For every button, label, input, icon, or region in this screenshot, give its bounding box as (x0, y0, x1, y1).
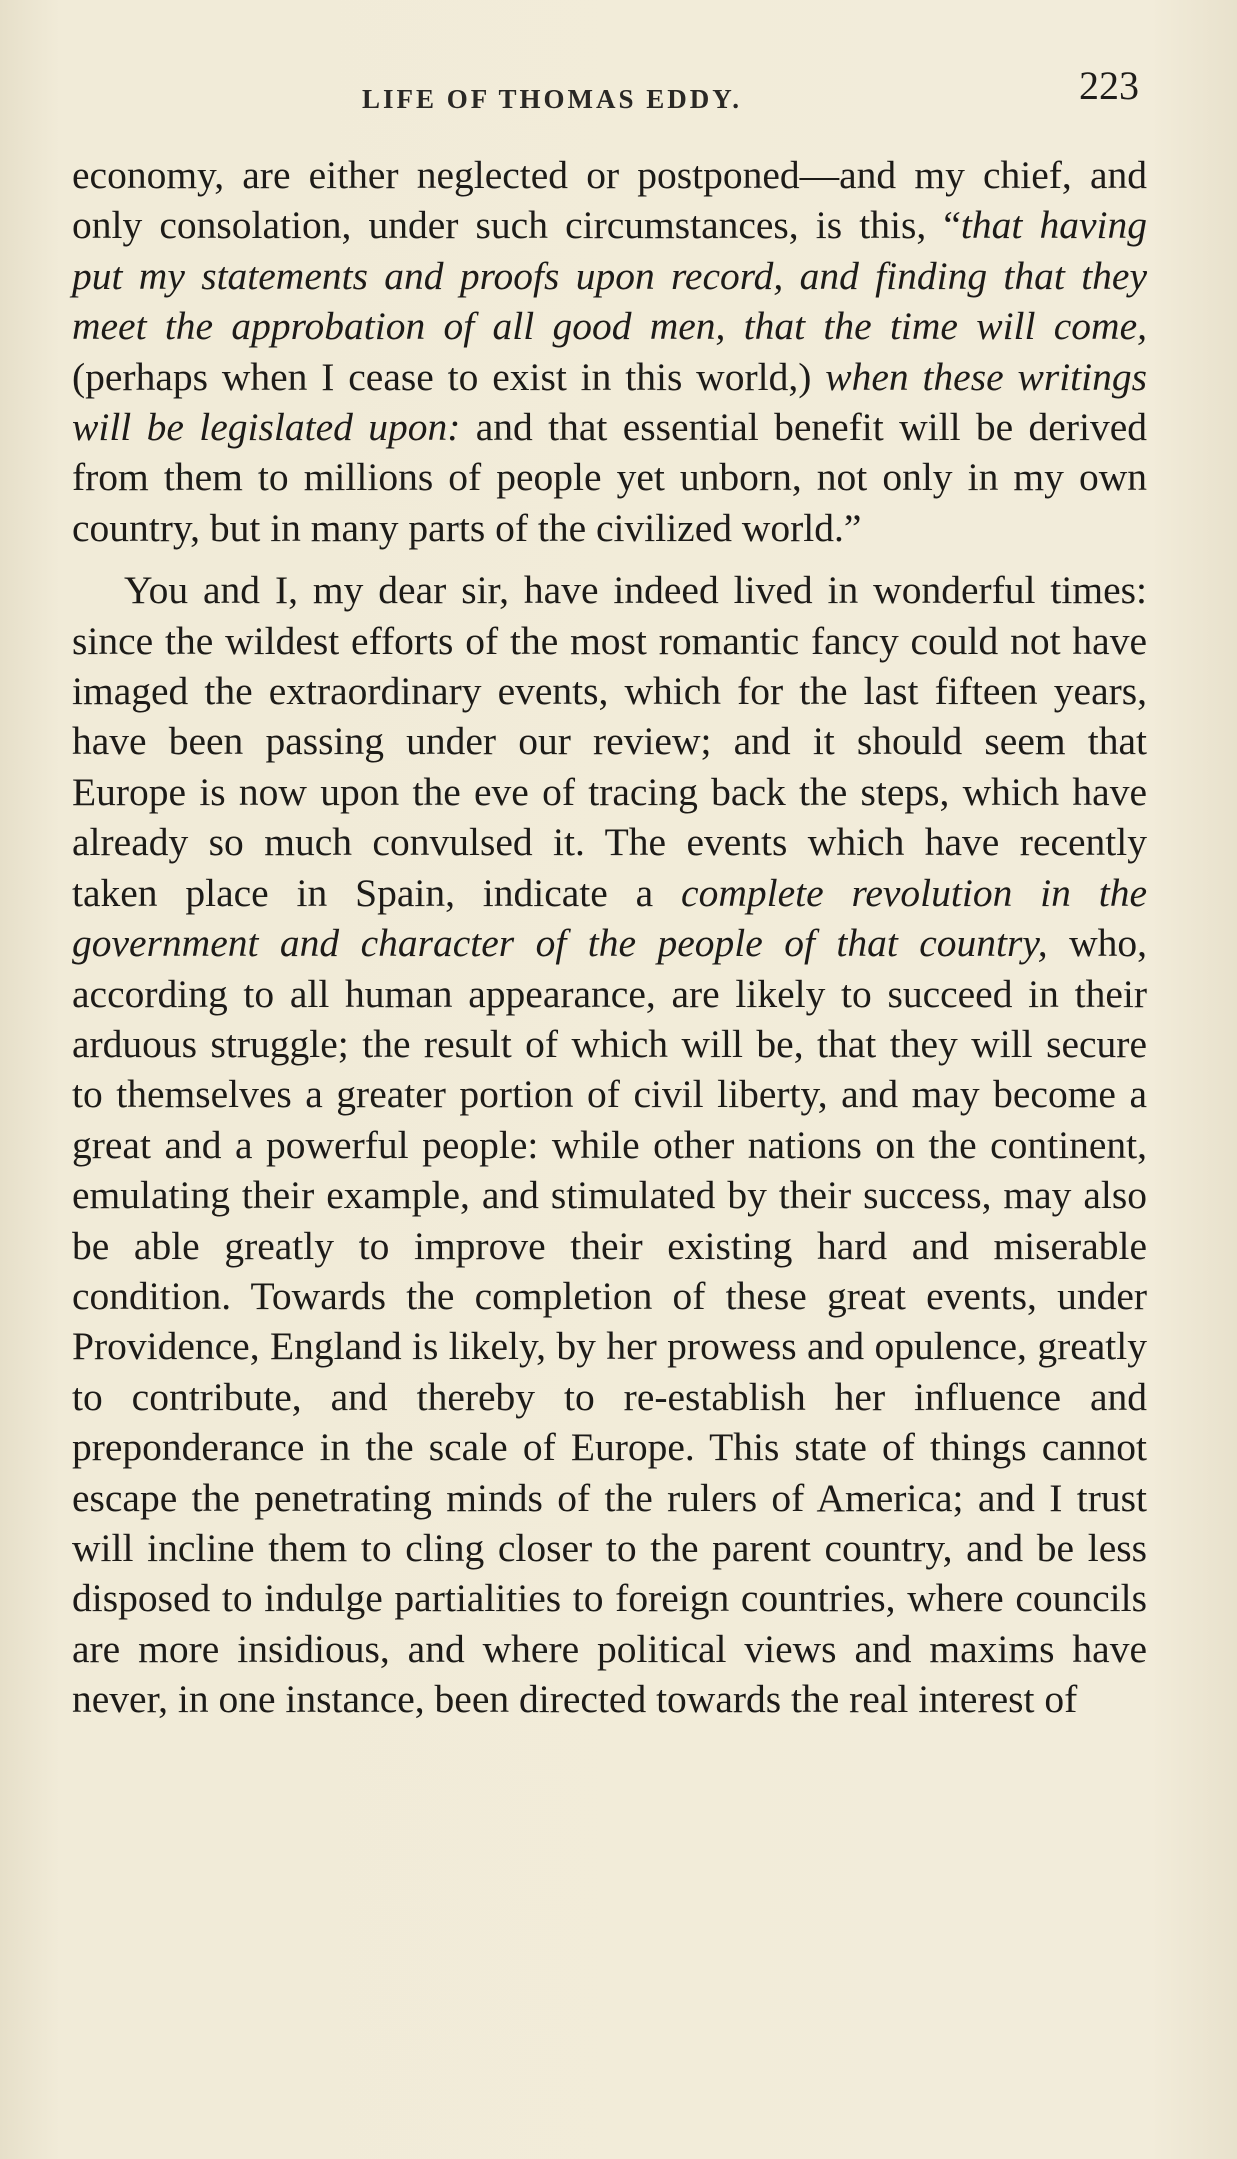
paragraph-1-text-2: (perhaps when I cease to exist in this world,) (72, 354, 826, 399)
paragraph-1-italic-1: that having put my statements and proofs upon record, and finding that they meet the approbation of all good men, that the time will come, (72, 203, 1147, 349)
paragraph-1-text-3: and that essential benefit will be derived from them to millions of people yet unborn, not only in my own country, but in many parts of the civilized world.” (72, 405, 1147, 550)
paragraph-1-text-1: economy, are either neglected or postponed—and my chief, and only consolation, under such circumstances, is this, “ (72, 153, 1147, 248)
paragraph-1-italic-2: when these writings will be legislated upon: (72, 354, 1147, 450)
running-title: LIFE OF THOMAS EDDY. (362, 84, 743, 114)
paragraph-2-italic-1: complete revolution in the government and character of the people of that country, (72, 870, 1147, 966)
paragraph-2-text-1: You and I, my dear sir, have indeed lived in wonderful times: since the wildest efforts of the most romantic fancy could not have imaged the extraordinary events, which for the last fifteen years, have been passing under our review; and it should seem that Europe is now upon the eve of tracing back the steps, which have already so much convulsed it. The events which have recently taken place in Spain, indicate a (72, 568, 1147, 915)
page-number: 223 (1079, 63, 1139, 108)
paragraph-2 (72, 565, 1147, 1724)
text-body (72, 150, 1147, 1725)
paragraph-2-text-2: who, according to all human appearance, are likely to succeed in their arduous struggle; the result of which will be, that they will secure to themselves a greater portion of civil liberty, and may become a great and a powerful people: while other nations on the continent, emulating their example, and stimulated by their success, may also be able greatly to improve their existing hard and miserable condition. Towards the completion of these great events, under Providence, England is likely, by her prowess and opulence, greatly to contribute, and thereby to re-establish her influence and preponderance in the scale of Europe. This state of things cannot escape the penetrating minds of the rulers of America; and I trust will incline them to cling closer to the parent country, and be less disposed to indulge partialities to foreign countries, where councils are more insidious, and where political views and maxims have never, in one instance, been directed towards the real interest of (72, 921, 1147, 1722)
running-head (72, 62, 1147, 122)
paragraph-1 (72, 150, 1147, 553)
